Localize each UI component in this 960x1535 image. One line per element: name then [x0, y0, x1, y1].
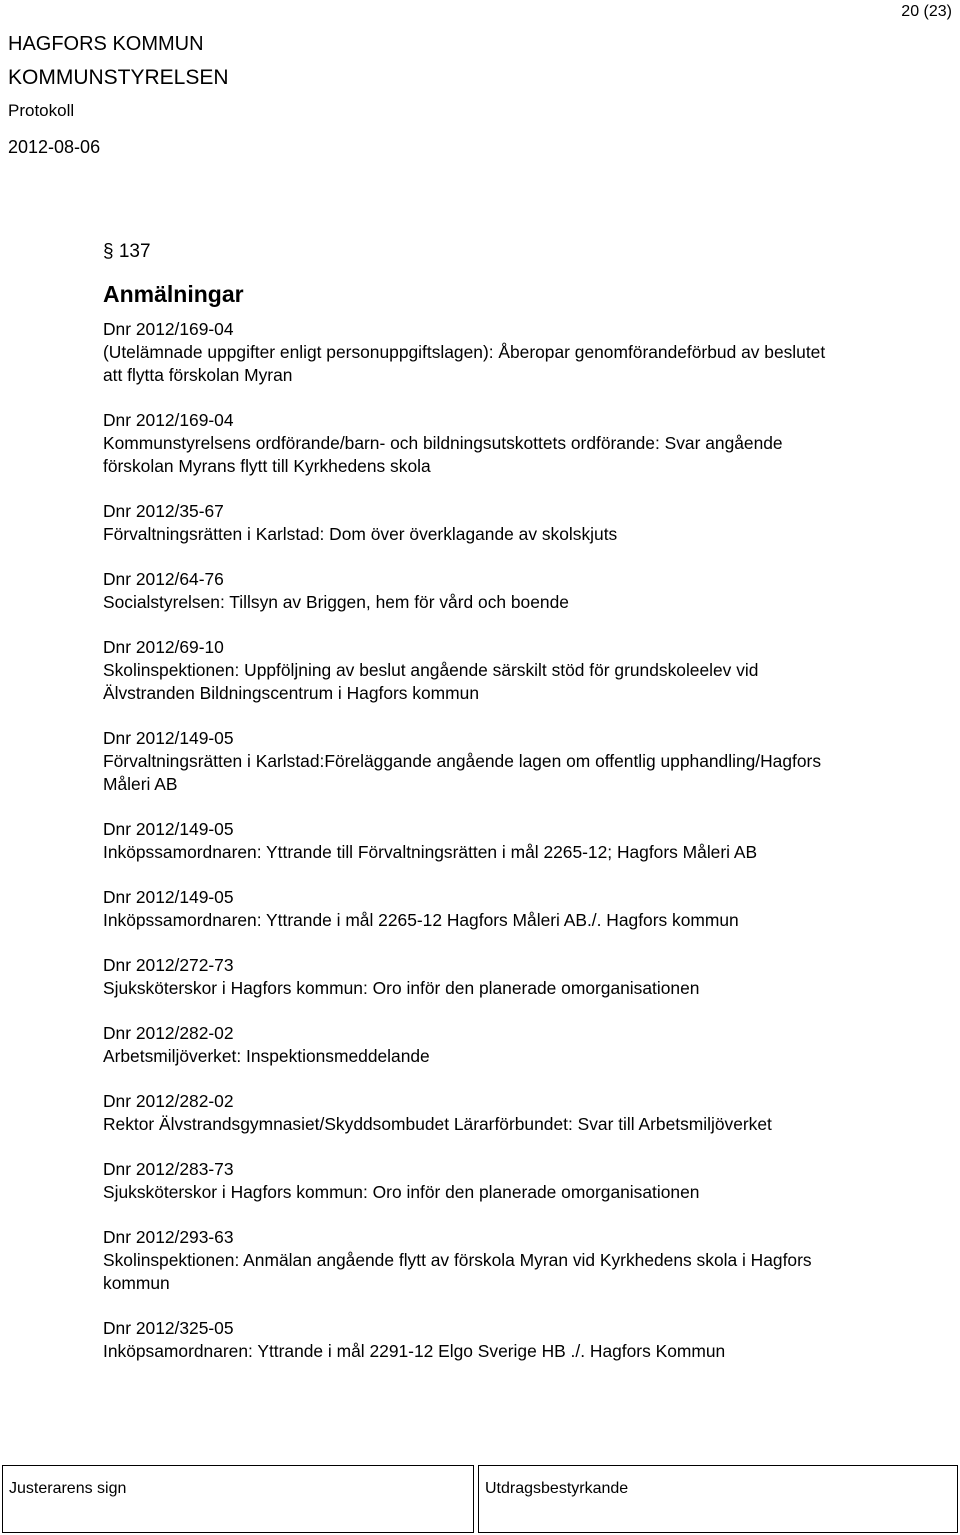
page-title: Anmälningar [103, 281, 244, 307]
entry-text: Socialstyrelsen: Tillsyn av Briggen, hem för vård och boende [103, 592, 569, 612]
list-item [103, 409, 933, 478]
entry-text: Inköpssamordnaren: Yttrande i mål 2265-12 Hagfors Måleri AB./. Hagfors kommun [103, 910, 739, 930]
entry-text: Kommunstyrelsens ordförande/barn- och bildningsutskottets ordförande: Svar angående [103, 433, 783, 453]
meeting-date: 2012-08-06 [8, 137, 101, 157]
list-item [103, 636, 933, 705]
entry-reference: Dnr 2012/169-04 [103, 319, 234, 339]
list-item [103, 954, 933, 1000]
list-item [103, 1090, 933, 1136]
entry-reference: Dnr 2012/149-05 [103, 728, 234, 748]
entry-text: Rektor Älvstrandsgymnasiet/Skyddsombudet Lärarförbundet: Svar till Arbetsmiljöverket [103, 1114, 772, 1134]
entry-text: att flytta förskolan Myran [103, 365, 293, 385]
entry-text: (Utelämnade uppgifter enligt personuppgiftslagen): Åberopar genomförandeförbud av beslutet [103, 342, 826, 362]
list-item [103, 886, 933, 932]
entry-text: Arbetsmiljöverket: Inspektionsmeddelande [103, 1046, 430, 1066]
entry-reference: Dnr 2012/282-02 [103, 1091, 234, 1111]
footer-signature-label: Justerarens sign [9, 1480, 127, 1497]
entry-text: Förvaltningsrätten i Karlstad:Föreläggande angående lagen om offentlig upphandling/Hagfors [103, 751, 822, 771]
section-number: § 137 [103, 241, 151, 262]
list-item [103, 1022, 933, 1068]
list-item [103, 568, 933, 614]
entry-text: kommun [103, 1273, 170, 1293]
entry-text: Måleri AB [103, 774, 178, 794]
entry-reference: Dnr 2012/282-02 [103, 1023, 234, 1043]
list-item [103, 727, 933, 796]
entry-reference: Dnr 2012/283-73 [103, 1159, 234, 1179]
entry-text: Sjuksköterskor i Hagfors kommun: Oro inför den planerade omorganisationen [103, 978, 700, 998]
list-item [103, 500, 933, 546]
document-type: Protokoll [8, 101, 75, 120]
entry-reference: Dnr 2012/169-04 [103, 410, 234, 430]
entry-text: Förvaltningsrätten i Karlstad: Dom över överklagande av skolskjuts [103, 524, 618, 544]
list-item [103, 318, 933, 387]
entry-reference: Dnr 2012/293-63 [103, 1227, 234, 1247]
list-item [103, 1317, 933, 1363]
list-item [103, 818, 933, 864]
entry-text: Älvstranden Bildningscentrum i Hagfors kommun [103, 683, 479, 703]
list-item [103, 1158, 933, 1204]
entry-text: förskolan Myrans flytt till Kyrkhedens skola [103, 456, 431, 476]
entry-reference: Dnr 2012/69-10 [103, 637, 224, 657]
footer-signature-box [2, 1465, 474, 1533]
entry-text: Sjuksköterskor i Hagfors kommun: Oro inför den planerade omorganisationen [103, 1182, 700, 1202]
footer-certification-label: Utdragsbestyrkande [485, 1480, 629, 1497]
page-number: 20 (23) [901, 3, 952, 20]
notification-list [103, 318, 933, 1385]
entry-text: Skolinspektionen: Anmälan angående flytt av förskola Myran vid Kyrkhedens skola i Hagfors [103, 1250, 812, 1270]
municipality-name: HAGFORS KOMMUN [8, 33, 204, 55]
entry-reference: Dnr 2012/149-05 [103, 887, 234, 907]
entry-text: Inköpssamordnaren: Yttrande till Förvaltningsrätten i mål 2265-12; Hagfors Måleri AB [103, 842, 758, 862]
footer-certification-box [478, 1465, 958, 1533]
entry-reference: Dnr 2012/149-05 [103, 819, 234, 839]
entry-reference: Dnr 2012/325-05 [103, 1318, 234, 1338]
board-name: KOMMUNSTYRELSEN [8, 66, 229, 89]
list-item [103, 1226, 933, 1295]
entry-reference: Dnr 2012/64-76 [103, 569, 224, 589]
entry-reference: Dnr 2012/35-67 [103, 501, 224, 521]
entry-reference: Dnr 2012/272-73 [103, 955, 234, 975]
entry-text: Inköpsamordnaren: Yttrande i mål 2291-12 Elgo Sverige HB ./. Hagfors Kommun [103, 1341, 726, 1361]
entry-text: Skolinspektionen: Uppföljning av beslut angående särskilt stöd för grundskoleelev vid [103, 660, 759, 680]
